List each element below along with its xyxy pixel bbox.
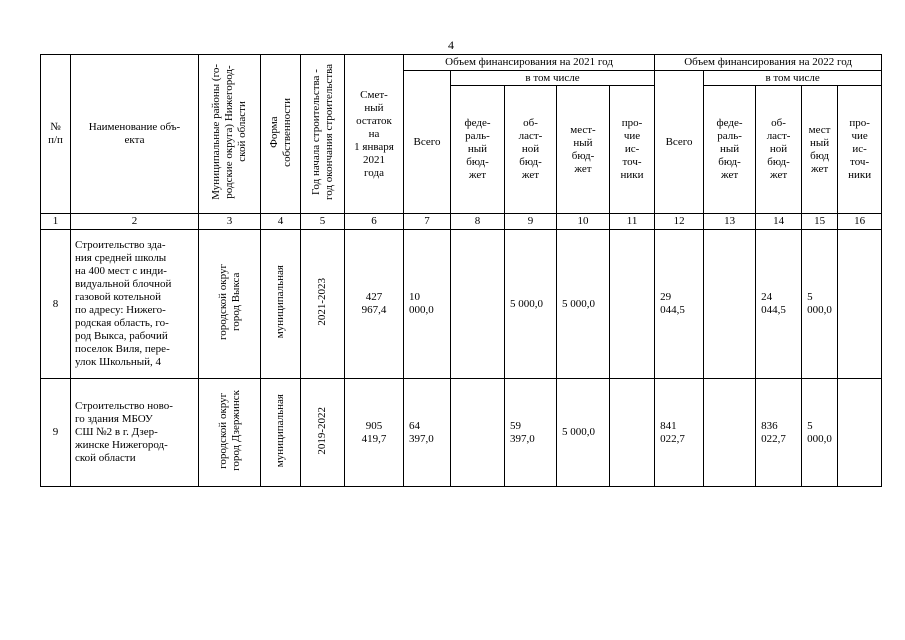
table-row	[41, 379, 882, 487]
row-local-2022: 5 000,0	[802, 230, 838, 379]
row-balance: 427 967,4	[345, 230, 404, 379]
header-other-2022: про- чие ис- точ- ники	[838, 86, 882, 214]
header-local-2021: мест- ный бюд- жет	[557, 86, 610, 214]
column-number: 15	[802, 214, 838, 230]
row-num: 9	[41, 379, 71, 487]
column-number: 13	[704, 214, 756, 230]
column-number: 16	[838, 214, 882, 230]
header-local-2022: мест ный бюд жет	[802, 86, 838, 214]
page-number: 4	[448, 38, 454, 52]
row-regional-2021: 59 397,0	[505, 379, 557, 487]
row-other-2022	[838, 379, 882, 487]
row-total-2021: 64 397,0	[404, 379, 451, 487]
header-fin-2021: Объем финансирования на 2021 год	[404, 55, 655, 71]
column-number: 6	[345, 214, 404, 230]
column-number: 4	[261, 214, 301, 230]
row-other-2022	[838, 230, 882, 379]
row-ownership: муниципальная	[261, 379, 301, 487]
row-num: 8	[41, 230, 71, 379]
header-balance: Смет- ный остаток на 1 января 2021 года	[345, 55, 404, 214]
row-ownership: муниципальная	[261, 230, 301, 379]
column-number: 10	[557, 214, 610, 230]
header-federal-2021: феде- раль- ный бюд- жет	[451, 86, 505, 214]
financing-table	[40, 54, 882, 487]
header-fin-2022: Объем финансирования на 2022 год	[655, 55, 882, 71]
row-total-2022: 29 044,5	[655, 230, 704, 379]
row-regional-2021: 5 000,0	[505, 230, 557, 379]
row-years: 2019-2022	[301, 379, 345, 487]
row-balance: 905 419,7	[345, 379, 404, 487]
row-total-2021: 10 000,0	[404, 230, 451, 379]
row-federal-2021	[451, 230, 505, 379]
header-district: Муниципальные районы (го- родские округа) Нижегород- ской области	[199, 55, 261, 214]
column-number: 11	[610, 214, 655, 230]
header-ownership: Форма собственности	[261, 55, 301, 214]
row-federal-2021	[451, 379, 505, 487]
row-other-2021	[610, 379, 655, 487]
header-including-2021: в том числе	[451, 71, 655, 86]
column-number-row	[41, 214, 882, 230]
header-row-1	[41, 55, 882, 71]
column-number: 1	[41, 214, 71, 230]
column-number: 5	[301, 214, 345, 230]
header-including-2022: в том числе	[704, 71, 882, 86]
row-regional-2022: 836 022,7	[756, 379, 802, 487]
column-number: 7	[404, 214, 451, 230]
column-number: 3	[199, 214, 261, 230]
header-total-2022: Всего	[655, 71, 704, 214]
row-district: городской округ город Выкса	[199, 230, 261, 379]
header-name: Наименование объ- екта	[71, 55, 199, 214]
row-local-2022: 5 000,0	[802, 379, 838, 487]
column-number: 2	[71, 214, 199, 230]
row-local-2021: 5 000,0	[557, 230, 610, 379]
row-years: 2021-2023	[301, 230, 345, 379]
row-federal-2022	[704, 230, 756, 379]
table-row	[41, 230, 882, 379]
header-total-2021: Всего	[404, 71, 451, 214]
row-regional-2022: 24 044,5	[756, 230, 802, 379]
column-number: 9	[505, 214, 557, 230]
row-local-2021: 5 000,0	[557, 379, 610, 487]
row-total-2022: 841 022,7	[655, 379, 704, 487]
row-other-2021	[610, 230, 655, 379]
header-num: № п/п	[41, 55, 71, 214]
header-regional-2021: об- ласт- ной бюд- жет	[505, 86, 557, 214]
row-district: городской округ город Дзержинск	[199, 379, 261, 487]
row-federal-2022	[704, 379, 756, 487]
header-years: Год начала строительства - год окончания строительства	[301, 55, 345, 214]
column-number: 8	[451, 214, 505, 230]
header-regional-2022: об- ласт- ной бюд- жет	[756, 86, 802, 214]
row-object-name: Строительство ново- го здания МБОУ СШ №2 в г. Дзер- жинске Нижегород- ской области	[71, 379, 199, 487]
header-other-2021: про- чие ис- точ- ники	[610, 86, 655, 214]
row-object-name: Строительство зда- ния средней школы на 400 мест с инди- видуальной блочной газовой котельной по адресу: Нижего- родская область, го- род Выкса, рабочий поселок Виля, пере- улок Школьный, 4	[71, 230, 199, 379]
column-number: 12	[655, 214, 704, 230]
header-federal-2022: феде- раль- ный бюд- жет	[704, 86, 756, 214]
column-number: 14	[756, 214, 802, 230]
